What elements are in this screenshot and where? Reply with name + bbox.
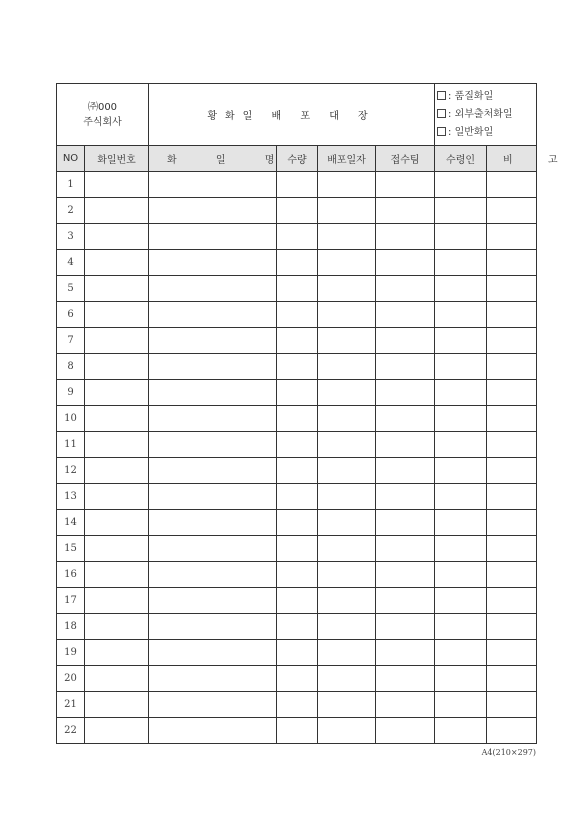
file-number-cell[interactable] (85, 302, 149, 328)
table-row (57, 250, 537, 276)
file-name-cell[interactable] (149, 328, 277, 354)
row-number: 20 (57, 666, 85, 692)
recipient-cell[interactable] (435, 354, 487, 380)
distribution-date-cell[interactable] (318, 380, 376, 406)
col-header-quantity: 수량 (277, 146, 318, 172)
file-name-cell[interactable] (149, 510, 277, 536)
recipient-cell[interactable] (435, 302, 487, 328)
quantity-cell[interactable] (277, 666, 318, 692)
distribution-date-cell[interactable] (318, 562, 376, 588)
remarks-cell[interactable] (487, 406, 537, 432)
col-header-remarks: 비 고 (487, 146, 537, 172)
recipient-cell[interactable] (435, 692, 487, 718)
receiving-team-cell[interactable] (376, 536, 435, 562)
file-distribution-table (56, 83, 574, 744)
checkbox-label: : 품질화일 (448, 90, 494, 102)
file-name-cell[interactable] (149, 640, 277, 666)
distribution-date-cell[interactable] (318, 354, 376, 380)
file-number-cell[interactable] (85, 614, 149, 640)
file-number-cell[interactable] (85, 718, 149, 744)
quantity-cell[interactable] (277, 562, 318, 588)
row-number: 15 (57, 536, 85, 562)
distribution-date-cell[interactable] (318, 458, 376, 484)
column-header-row (57, 146, 537, 172)
row-number: 13 (57, 484, 85, 510)
table-row (57, 432, 537, 458)
recipient-cell[interactable] (435, 484, 487, 510)
file-name-cell[interactable] (149, 432, 277, 458)
receiving-team-cell[interactable] (376, 666, 435, 692)
row-number: 3 (57, 224, 85, 250)
row-number: 14 (57, 510, 85, 536)
file-number-cell[interactable] (85, 172, 149, 198)
file-number-cell[interactable] (85, 406, 149, 432)
remarks-cell[interactable] (487, 172, 537, 198)
file-number-cell[interactable] (85, 380, 149, 406)
table-row (57, 302, 537, 328)
checkbox-quality-file[interactable] (437, 88, 536, 106)
file-name-cell[interactable] (149, 458, 277, 484)
recipient-cell[interactable] (435, 588, 487, 614)
recipient-cell[interactable] (435, 250, 487, 276)
file-number-cell[interactable] (85, 510, 149, 536)
receiving-team-cell[interactable] (376, 510, 435, 536)
recipient-cell[interactable] (435, 562, 487, 588)
distribution-date-cell[interactable] (318, 224, 376, 250)
distribution-date-cell[interactable] (318, 198, 376, 224)
receiving-team-cell[interactable] (376, 354, 435, 380)
file-number-cell[interactable] (85, 536, 149, 562)
table-row (57, 406, 537, 432)
col-header-file-number: 화일번호 (85, 146, 149, 172)
file-name-cell[interactable] (149, 172, 277, 198)
row-number: 6 (57, 302, 85, 328)
row-number: 9 (57, 380, 85, 406)
file-number-cell[interactable] (85, 484, 149, 510)
remarks-cell[interactable] (487, 666, 537, 692)
file-number-cell[interactable] (85, 276, 149, 302)
row-number: 5 (57, 276, 85, 302)
recipient-cell[interactable] (435, 172, 487, 198)
file-number-cell[interactable] (85, 640, 149, 666)
receiving-team-cell[interactable] (376, 562, 435, 588)
col-header-file-name: 화 일 명 (149, 146, 277, 172)
file-number-cell[interactable] (85, 432, 149, 458)
receiving-team-cell[interactable] (376, 406, 435, 432)
receiving-team-cell[interactable] (376, 640, 435, 666)
row-number: 11 (57, 432, 85, 458)
table-row (57, 510, 537, 536)
quantity-cell[interactable] (277, 328, 318, 354)
table-row (57, 380, 537, 406)
distribution-date-cell[interactable] (318, 510, 376, 536)
quantity-cell[interactable] (277, 588, 318, 614)
col-header-distribution-date: 배포일자 (318, 146, 376, 172)
recipient-cell[interactable] (435, 328, 487, 354)
distribution-date-cell[interactable] (318, 432, 376, 458)
recipient-cell[interactable] (435, 510, 487, 536)
file-name-cell[interactable] (149, 250, 277, 276)
file-name-cell[interactable] (149, 406, 277, 432)
recipient-cell[interactable] (435, 458, 487, 484)
remarks-cell[interactable] (487, 562, 537, 588)
recipient-cell[interactable] (435, 198, 487, 224)
row-number: 16 (57, 562, 85, 588)
company-name: ㈜000 (87, 101, 118, 113)
table-row (57, 614, 537, 640)
quantity-cell[interactable] (277, 172, 318, 198)
checkbox-square-icon[interactable] (437, 91, 446, 100)
file-number-cell[interactable] (85, 666, 149, 692)
table-row (57, 276, 537, 302)
file-name-cell[interactable] (149, 718, 277, 744)
company-box (57, 84, 149, 146)
form-title: 황화일 배 포 대 장 (149, 84, 435, 146)
remarks-cell[interactable] (487, 198, 537, 224)
file-name-cell[interactable] (149, 380, 277, 406)
remarks-cell[interactable] (487, 354, 537, 380)
receiving-team-cell[interactable] (376, 692, 435, 718)
distribution-date-cell[interactable] (318, 302, 376, 328)
recipient-cell[interactable] (435, 432, 487, 458)
remarks-cell[interactable] (487, 536, 537, 562)
row-number: 1 (57, 172, 85, 198)
table-row (57, 536, 537, 562)
remarks-cell[interactable] (487, 718, 537, 744)
table-row (57, 692, 537, 718)
receiving-team-cell[interactable] (376, 276, 435, 302)
file-name-cell[interactable] (149, 276, 277, 302)
checkbox-label: : 외부출처화일 (448, 108, 513, 120)
distribution-date-cell[interactable] (318, 692, 376, 718)
quantity-cell[interactable] (277, 198, 318, 224)
distribution-date-cell[interactable] (318, 484, 376, 510)
row-number: 17 (57, 588, 85, 614)
table-row (57, 328, 537, 354)
distribution-date-cell[interactable] (318, 536, 376, 562)
form-header (57, 84, 537, 146)
remarks-cell[interactable] (487, 276, 537, 302)
quantity-cell[interactable] (277, 484, 318, 510)
row-number: 7 (57, 328, 85, 354)
distribution-date-cell[interactable] (318, 406, 376, 432)
file-number-cell[interactable] (85, 250, 149, 276)
col-header-recipient: 수령인 (435, 146, 487, 172)
file-name-cell[interactable] (149, 562, 277, 588)
table-row (57, 562, 537, 588)
file-name-cell[interactable] (149, 302, 277, 328)
file-name-cell[interactable] (149, 536, 277, 562)
receiving-team-cell[interactable] (376, 380, 435, 406)
col-header-receiving-team: 접수팀 (376, 146, 435, 172)
row-number: 2 (57, 198, 85, 224)
distribution-date-cell[interactable] (318, 276, 376, 302)
receiving-team-cell[interactable] (376, 588, 435, 614)
file-name-cell[interactable] (149, 224, 277, 250)
table-row (57, 354, 537, 380)
remarks-cell[interactable] (487, 458, 537, 484)
remarks-cell[interactable] (487, 302, 537, 328)
row-number: 8 (57, 354, 85, 380)
company-type: 주식회사 (83, 116, 122, 128)
recipient-cell[interactable] (435, 380, 487, 406)
receiving-team-cell[interactable] (376, 302, 435, 328)
checkbox-label: : 일반화일 (448, 126, 494, 138)
remarks-cell[interactable] (487, 432, 537, 458)
row-number: 10 (57, 406, 85, 432)
table-row (57, 224, 537, 250)
remarks-cell[interactable] (487, 484, 537, 510)
file-type-checkboxes (435, 84, 537, 146)
checkbox-square-icon[interactable] (437, 127, 446, 136)
distribution-date-cell[interactable] (318, 172, 376, 198)
recipient-cell[interactable] (435, 614, 487, 640)
receiving-team-cell[interactable] (376, 198, 435, 224)
receiving-team-cell[interactable] (376, 172, 435, 198)
recipient-cell[interactable] (435, 640, 487, 666)
quantity-cell[interactable] (277, 718, 318, 744)
table-row (57, 484, 537, 510)
file-name-cell[interactable] (149, 198, 277, 224)
distribution-date-cell[interactable] (318, 588, 376, 614)
remarks-cell[interactable] (487, 614, 537, 640)
file-number-cell[interactable] (85, 458, 149, 484)
table-body (57, 172, 537, 744)
remarks-cell[interactable] (487, 510, 537, 536)
row-number: 22 (57, 718, 85, 744)
file-name-cell[interactable] (149, 354, 277, 380)
quantity-cell[interactable] (277, 692, 318, 718)
recipient-cell[interactable] (435, 536, 487, 562)
table-row (57, 588, 537, 614)
remarks-cell[interactable] (487, 224, 537, 250)
checkbox-external-file[interactable] (437, 106, 536, 124)
quantity-cell[interactable] (277, 354, 318, 380)
remarks-cell[interactable] (487, 380, 537, 406)
receiving-team-cell[interactable] (376, 250, 435, 276)
table-row (57, 172, 537, 198)
distribution-date-cell[interactable] (318, 640, 376, 666)
quantity-cell[interactable] (277, 250, 318, 276)
quantity-cell[interactable] (277, 406, 318, 432)
distribution-date-cell[interactable] (318, 328, 376, 354)
receiving-team-cell[interactable] (376, 614, 435, 640)
row-number: 4 (57, 250, 85, 276)
distribution-date-cell[interactable] (318, 250, 376, 276)
recipient-cell[interactable] (435, 718, 487, 744)
receiving-team-cell[interactable] (376, 458, 435, 484)
receiving-team-cell[interactable] (376, 224, 435, 250)
remarks-cell[interactable] (487, 640, 537, 666)
distribution-date-cell[interactable] (318, 666, 376, 692)
receiving-team-cell[interactable] (376, 484, 435, 510)
remarks-cell[interactable] (487, 250, 537, 276)
row-number: 19 (57, 640, 85, 666)
file-name-cell[interactable] (149, 666, 277, 692)
recipient-cell[interactable] (435, 276, 487, 302)
file-name-cell[interactable] (149, 692, 277, 718)
quantity-cell[interactable] (277, 536, 318, 562)
remarks-cell[interactable] (487, 588, 537, 614)
file-number-cell[interactable] (85, 328, 149, 354)
col-header-no: NO (57, 146, 85, 172)
receiving-team-cell[interactable] (376, 432, 435, 458)
remarks-cell[interactable] (487, 328, 537, 354)
checkbox-square-icon[interactable] (437, 109, 446, 118)
receiving-team-cell[interactable] (376, 718, 435, 744)
table-row (57, 640, 537, 666)
file-number-cell[interactable] (85, 224, 149, 250)
quantity-cell[interactable] (277, 276, 318, 302)
row-number: 12 (57, 458, 85, 484)
recipient-cell[interactable] (435, 666, 487, 692)
paper-size-note: A4(210×297) (481, 748, 536, 757)
file-name-cell[interactable] (149, 614, 277, 640)
quantity-cell[interactable] (277, 458, 318, 484)
quantity-cell[interactable] (277, 432, 318, 458)
quantity-cell[interactable] (277, 510, 318, 536)
table-row (57, 718, 537, 744)
distribution-date-cell[interactable] (318, 614, 376, 640)
quantity-cell[interactable] (277, 640, 318, 666)
file-number-cell[interactable] (85, 198, 149, 224)
checkbox-general-file[interactable] (437, 124, 536, 142)
row-number: 18 (57, 614, 85, 640)
file-name-cell[interactable] (149, 588, 277, 614)
file-name-cell[interactable] (149, 484, 277, 510)
recipient-cell[interactable] (435, 224, 487, 250)
recipient-cell[interactable] (435, 406, 487, 432)
file-number-cell[interactable] (85, 692, 149, 718)
file-number-cell[interactable] (85, 562, 149, 588)
quantity-cell[interactable] (277, 380, 318, 406)
quantity-cell[interactable] (277, 302, 318, 328)
distribution-date-cell[interactable] (318, 718, 376, 744)
quantity-cell[interactable] (277, 614, 318, 640)
row-number: 21 (57, 692, 85, 718)
file-number-cell[interactable] (85, 588, 149, 614)
table-row (57, 666, 537, 692)
table-row (57, 458, 537, 484)
file-number-cell[interactable] (85, 354, 149, 380)
remarks-cell[interactable] (487, 692, 537, 718)
receiving-team-cell[interactable] (376, 328, 435, 354)
quantity-cell[interactable] (277, 224, 318, 250)
table-row (57, 198, 537, 224)
